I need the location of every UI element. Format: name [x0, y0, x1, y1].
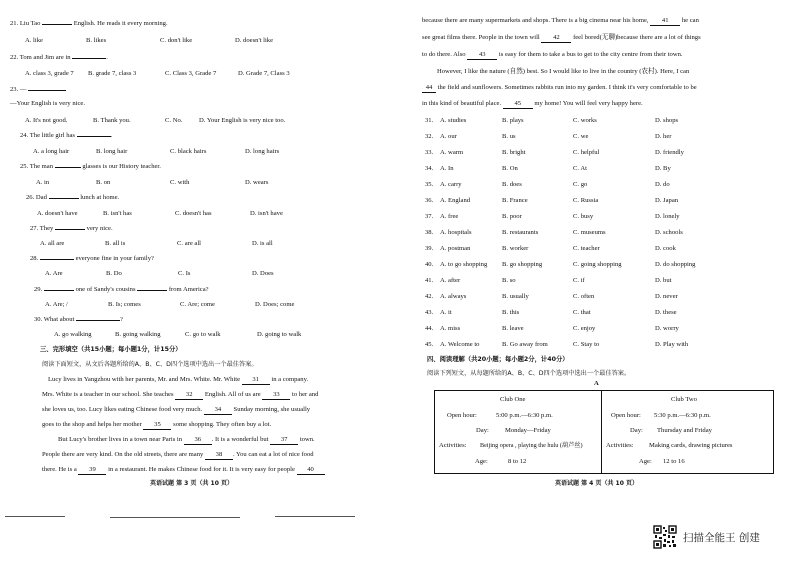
- option-21a[interactable]: A. like: [25, 37, 43, 44]
- option-c[interactable]: C. works: [573, 117, 597, 124]
- passage-line-7: there. He is a 39 in a restaurant. He makes Chinese food for it. It is very easy for people 40: [42, 466, 325, 475]
- question-28: 28. everyone fine in your family?: [30, 255, 154, 262]
- option-22d[interactable]: D. Grade 7, Class 3: [238, 70, 290, 77]
- option-a[interactable]: A. England: [440, 197, 471, 204]
- option-c[interactable]: C. going shopping: [573, 261, 622, 268]
- option-number: 41.: [425, 277, 434, 284]
- option-b[interactable]: B. usually: [502, 293, 529, 300]
- answer-blank[interactable]: [28, 90, 66, 91]
- option-23c[interactable]: C. No.: [165, 117, 183, 124]
- option-c[interactable]: C. Russia: [573, 197, 599, 204]
- section-3-title: 三、完形填空（共15小题；每小题1分，计15分）: [40, 346, 182, 353]
- club-two-activities-label: Activities:: [606, 442, 634, 449]
- question-25: 25. The man glasses is our History teacher.: [20, 163, 161, 170]
- answer-blank[interactable]: [42, 24, 72, 25]
- answer-blank[interactable]: [44, 290, 74, 291]
- passage-line-13: in this kind of beautiful place. 45 my home! You will feel very happy here.: [422, 100, 643, 107]
- passage-line-12: 44 the field and sunflowers. Sometimes rabbits run into my garden. I think it's very comfortable to be: [422, 84, 697, 93]
- option-number: 33.: [425, 149, 434, 156]
- option-c[interactable]: C. if: [573, 277, 585, 284]
- option-b[interactable]: B. France: [502, 197, 528, 204]
- option-number: 42.: [425, 293, 434, 300]
- club-two-hours-label: Open hour:: [611, 412, 641, 419]
- option-22b[interactable]: B. grade 7, class 3: [88, 70, 137, 77]
- option-number: 35.: [425, 181, 434, 188]
- club-one-age: 8 to 12: [508, 458, 527, 465]
- option-24c[interactable]: C. black hairs: [170, 148, 207, 155]
- option-b[interactable]: B. On: [502, 165, 518, 172]
- option-26b[interactable]: B. isn't has: [103, 210, 132, 217]
- option-b[interactable]: B. leave: [502, 325, 524, 332]
- option-24a[interactable]: A. a long hair: [33, 148, 70, 155]
- option-28a[interactable]: A. Are: [45, 270, 63, 277]
- option-26d[interactable]: D. isn't have: [250, 210, 283, 217]
- option-30b[interactable]: B. going walking: [115, 331, 161, 338]
- option-a[interactable]: A. our: [440, 133, 457, 140]
- option-c[interactable]: C. go: [573, 181, 588, 188]
- section-4-instructions: 阅读下列短文，从每题所给的A、B、C、D四个选项中选出一个最佳答案。: [427, 370, 631, 377]
- answer-blank[interactable]: [49, 198, 79, 199]
- club-two-activities: Making cards, drawing pictures: [649, 442, 733, 449]
- page-footer-3: 英语试题 第 3 页（共 10 页）: [150, 480, 233, 487]
- option-29d[interactable]: D. Does; come: [255, 301, 295, 308]
- blank-32[interactable]: 32: [175, 391, 203, 400]
- option-b[interactable]: B. plays: [502, 117, 524, 124]
- option-22a[interactable]: A. class 3, grade 7: [25, 70, 74, 77]
- option-23d[interactable]: D. Your English is very nice too.: [199, 117, 286, 124]
- club-two-age-label: Age:: [639, 458, 652, 465]
- option-a[interactable]: A. miss: [440, 325, 461, 332]
- club-one-name: Club One: [500, 396, 526, 403]
- option-26a[interactable]: A. doesn't have: [37, 210, 78, 217]
- question-21: 21. Liu Tao English. He reads it every morning.: [10, 20, 168, 27]
- passage-line-8: because there are many supermarkets and shops. There is a big cinema near his home, 41 he can: [422, 17, 699, 24]
- answer-blank[interactable]: [137, 290, 167, 291]
- option-b[interactable]: B. worker: [502, 245, 529, 252]
- option-c[interactable]: C. often: [573, 293, 595, 300]
- option-21d[interactable]: D. doesn't like: [235, 37, 273, 44]
- option-b[interactable]: B. go shopping: [502, 261, 543, 268]
- option-b[interactable]: B. Go away from: [502, 341, 548, 348]
- option-d[interactable]: D. schools: [655, 229, 683, 236]
- option-23a[interactable]: A. It's not good.: [25, 117, 68, 124]
- option-24d[interactable]: D. long hairs: [245, 148, 280, 155]
- option-24b[interactable]: B. long hair: [96, 148, 128, 155]
- option-d[interactable]: D. but: [655, 277, 672, 284]
- option-number: 36.: [425, 197, 434, 204]
- scan-edge-line: [275, 516, 355, 517]
- club-one-day: Monday—Friday: [505, 427, 551, 434]
- qr-code-icon: [653, 525, 677, 549]
- passage-line-9: see great films there. People in the town will 42 feel bored(无聊)because there are a lot of things: [422, 34, 701, 41]
- blank-40[interactable]: 40: [297, 466, 325, 475]
- question-23-reply: —Your English is very nice.: [10, 100, 85, 107]
- option-c[interactable]: C. enjoy: [573, 325, 596, 332]
- option-a[interactable]: A. warm: [440, 149, 464, 156]
- option-a[interactable]: A. after: [440, 277, 461, 284]
- club-one-age-label: Age:: [475, 458, 488, 465]
- option-a[interactable]: A. free: [440, 213, 459, 220]
- option-number: 44.: [425, 325, 434, 332]
- blank-44[interactable]: 44: [422, 84, 436, 93]
- blank-38[interactable]: 38: [205, 451, 233, 460]
- section-3-instructions: 阅读下面短文，从文后各题所给的A、B、C、D四个选项中选出一个最佳答案。: [42, 361, 258, 368]
- blank-37[interactable]: 37: [270, 436, 298, 445]
- option-number: 40.: [425, 261, 434, 268]
- right-page: [397, 0, 794, 561]
- section-4-title: 四、阅读理解（共20小题；每小题2分，计40分）: [427, 356, 569, 363]
- option-d[interactable]: D. her: [655, 133, 672, 140]
- option-d[interactable]: D. shops: [655, 117, 679, 124]
- answer-blank[interactable]: [55, 167, 81, 168]
- option-a[interactable]: A. always: [440, 293, 467, 300]
- option-29b[interactable]: B. Is; comes: [108, 301, 141, 308]
- option-number: 38.: [425, 229, 434, 236]
- passage-line-4: goes to the shop and helps her mother 35 some shopping. They often buy a lot.: [42, 421, 272, 428]
- blank-33[interactable]: 33: [262, 391, 290, 400]
- club-table: [434, 390, 774, 474]
- question-23: 23. —: [10, 86, 66, 94]
- option-27c[interactable]: C. are all: [177, 240, 201, 247]
- page-footer-4: 英语试题 第 4 页（共 10 页）: [555, 480, 638, 487]
- option-c[interactable]: C. teacher: [573, 245, 600, 252]
- club-one-activities: Beijing opera , playing the hulu (葫芦丝): [480, 442, 583, 449]
- option-b[interactable]: B. us: [502, 133, 516, 140]
- option-30c[interactable]: C. go to walk: [185, 331, 221, 338]
- option-b[interactable]: B. poor: [502, 213, 522, 220]
- club-two-day: Thursday and Friday: [657, 427, 712, 434]
- option-22c[interactable]: C. Class 3, Grade 7: [165, 70, 217, 77]
- option-c[interactable]: C. At: [573, 165, 587, 172]
- passage-line-10: to do there. Also 43 is easy for them to take a bus to get to the city centre from their town.: [422, 51, 683, 58]
- option-b[interactable]: B. so: [502, 277, 516, 284]
- section-letter: A: [594, 380, 599, 387]
- question-30: 30. What about ?: [34, 316, 123, 323]
- option-a[interactable]: A. it: [440, 309, 452, 316]
- option-d[interactable]: D. never: [655, 293, 678, 300]
- blank-31[interactable]: 31: [242, 376, 270, 385]
- passage-line-6: People there are very kind. On the old streets, there are many 38 . You can eat a lot of nice food: [42, 451, 314, 458]
- option-c[interactable]: C. we: [573, 133, 589, 140]
- passage-line-1: Lucy lives in Yangzhou with her parents, Mr. and Mrs. White. Mr. White 31 in a company.: [48, 376, 309, 383]
- club-two-hours: 5:30 p.m.—6:30 p.m.: [654, 412, 711, 419]
- option-number: 31.: [425, 117, 434, 124]
- option-c[interactable]: C. museums: [573, 229, 606, 236]
- option-d[interactable]: D. cook: [655, 245, 676, 252]
- option-a[interactable]: A. to go shopping: [440, 261, 488, 268]
- option-d[interactable]: D. lonely: [655, 213, 680, 220]
- answer-blank[interactable]: [40, 259, 74, 260]
- option-d[interactable]: D. these: [655, 309, 677, 316]
- option-d[interactable]: D. Japan: [655, 197, 679, 204]
- option-25d[interactable]: D. wears: [245, 179, 269, 186]
- option-number: 39.: [425, 245, 434, 252]
- option-number: 43.: [425, 309, 434, 316]
- club-one-hours-label: Open hour:: [447, 412, 477, 419]
- option-number: 34.: [425, 165, 434, 172]
- option-a[interactable]: A. postman: [440, 245, 471, 252]
- option-27d[interactable]: D. is all: [252, 240, 273, 247]
- option-a[interactable]: A. hospitals: [440, 229, 472, 236]
- question-22: 22. Tom and Jim are in .: [10, 54, 108, 61]
- scan-edge-line: [110, 517, 240, 518]
- option-d[interactable]: D. do: [655, 181, 670, 188]
- question-27: 27. They very nice.: [30, 225, 113, 232]
- answer-blank[interactable]: [76, 320, 120, 321]
- blank-45[interactable]: 45: [503, 100, 533, 109]
- club-one-activities-label: Activities:: [439, 442, 467, 449]
- option-21b[interactable]: B. likes: [86, 37, 107, 44]
- option-b[interactable]: B. this: [502, 309, 520, 316]
- option-c[interactable]: C. that: [573, 309, 591, 316]
- option-23b[interactable]: B. Thank you.: [93, 117, 131, 124]
- option-28b[interactable]: B. Do: [106, 270, 122, 277]
- option-number: 32.: [425, 133, 434, 140]
- option-c[interactable]: C. Stay to: [573, 341, 600, 348]
- option-b[interactable]: B. bright: [502, 149, 526, 156]
- option-number: 45.: [425, 341, 434, 348]
- question-26: 26. Dad lunch at home.: [26, 194, 120, 201]
- blank-41[interactable]: 41: [650, 17, 680, 26]
- question-24: 24. The little girl has .: [20, 132, 113, 139]
- answer-blank[interactable]: [55, 229, 85, 230]
- scanner-label: 扫描全能王 创建: [683, 532, 760, 544]
- option-30d[interactable]: D. going to walk: [257, 331, 302, 338]
- table-divider: [601, 391, 602, 473]
- blank-36[interactable]: 36: [184, 436, 212, 445]
- answer-blank[interactable]: [77, 136, 111, 137]
- option-c[interactable]: C. busy: [573, 213, 594, 220]
- option-21c[interactable]: C. don't like: [160, 37, 193, 44]
- option-c[interactable]: C. helpful: [573, 149, 600, 156]
- option-d[interactable]: D. do shopping: [655, 261, 696, 268]
- passage-line-3: she loves us, too. Lucy likes eating Chinese food very much. 34 Sunday morning, she usually: [42, 406, 311, 413]
- option-a[interactable]: A. carry: [440, 181, 462, 188]
- club-one-hours: 5:00 p.m.—6:30 p.m.: [496, 412, 553, 419]
- option-number: 37.: [425, 213, 434, 220]
- option-a[interactable]: A. Welcome to: [440, 341, 480, 348]
- passage-line-11: However, I like the nature (自然) best. So I would like to live in the country (农村). Here, I can: [437, 68, 690, 75]
- club-two-age: 12 to 16: [663, 458, 685, 465]
- option-25c[interactable]: C. with: [170, 179, 190, 186]
- option-26c[interactable]: C. doesn't has: [175, 210, 212, 217]
- option-a[interactable]: A. studies: [440, 117, 467, 124]
- club-two-day-label: Day:: [630, 427, 643, 434]
- question-29: 29. one of Sandy's cousins from America?: [34, 286, 209, 293]
- option-29c[interactable]: C. Are; come: [180, 301, 215, 308]
- answer-blank[interactable]: [72, 58, 106, 59]
- passage-line-2: Mrs. White is a teacher in our school. She teaches 32 English. All of us are 33 to her and: [42, 391, 319, 398]
- blank-35[interactable]: 35: [143, 421, 171, 430]
- option-25a[interactable]: A. in: [36, 179, 50, 186]
- option-a[interactable]: A. In: [440, 165, 454, 172]
- blank-39[interactable]: 39: [78, 466, 106, 475]
- club-two-name: Club Two: [671, 396, 697, 403]
- option-b[interactable]: B. does: [502, 181, 522, 188]
- option-28d[interactable]: D. Does: [252, 270, 274, 277]
- blank-42[interactable]: 42: [541, 34, 571, 43]
- option-28c[interactable]: C. Is: [178, 270, 191, 277]
- scan-edge-line: [5, 516, 65, 517]
- blank-34[interactable]: 34: [204, 406, 232, 415]
- option-d[interactable]: D. Play with: [655, 341, 689, 348]
- passage-line-5: But Lucy's brother lives in a town near Paris in 36 . It is a wonderful but 37 town.: [58, 436, 315, 443]
- option-30a[interactable]: A. go walking: [54, 331, 92, 338]
- option-d[interactable]: D. worry: [655, 325, 679, 332]
- option-d[interactable]: D. friendly: [655, 149, 684, 156]
- option-27b[interactable]: B. all is: [105, 240, 126, 247]
- option-27a[interactable]: A. all are: [40, 240, 65, 247]
- option-d[interactable]: D. By: [655, 165, 671, 172]
- option-25b[interactable]: B. on: [96, 179, 111, 186]
- club-one-day-label: Day:: [476, 427, 489, 434]
- scanner-watermark: [653, 523, 793, 553]
- option-29a[interactable]: A. Are; /: [45, 301, 68, 308]
- option-b[interactable]: B. restaurants: [502, 229, 539, 236]
- blank-43[interactable]: 43: [467, 51, 497, 60]
